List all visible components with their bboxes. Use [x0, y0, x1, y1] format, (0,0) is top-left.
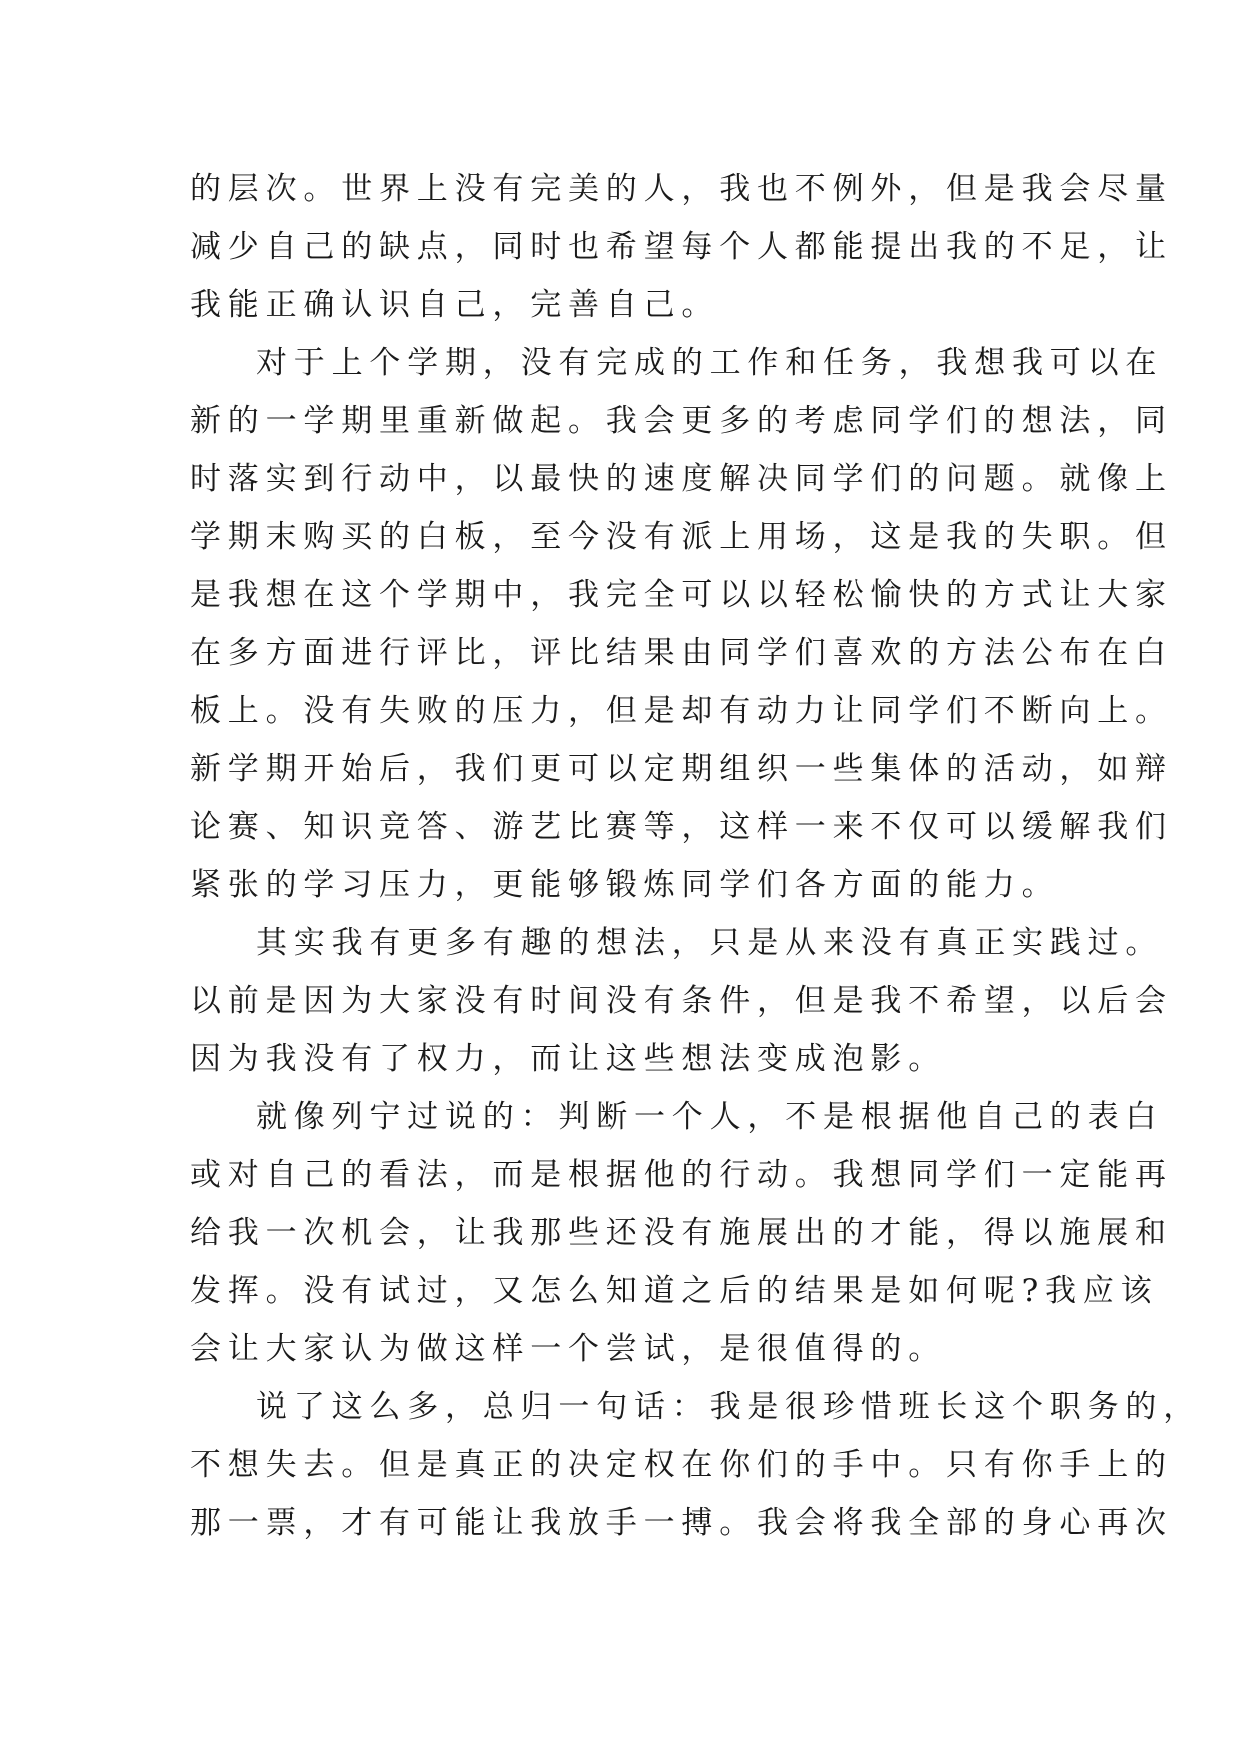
text-line-8: 是我想在这个学期中，我完全可以以轻松愉快的方式让大家 — [190, 577, 1173, 613]
text-line-10: 板上。没有失败的压力，但是却有动力让同学们不断向上。 — [190, 693, 1173, 729]
text-line-5: 新的一学期里重新做起。我会更多的考虑同学们的想法，同 — [190, 403, 1173, 439]
text-line-6: 时落实到行动中，以最快的速度解决同学们的问题。就像上 — [190, 461, 1173, 497]
text-line-3: 我能正确认识自己，完善自己。 — [190, 287, 720, 323]
text-line-1: 的层次。世界上没有完美的人，我也不例外，但是我会尽量 — [190, 171, 1173, 207]
text-line-17: 就像列宁过说的：判断一个人，不是根据他自己的表白 — [256, 1099, 1164, 1135]
text-line-4: 对于上个学期，没有完成的工作和任务，我想我可以在 — [256, 345, 1164, 381]
text-line-7: 学期末购买的白板，至今没有派上用场，这是我的失职。但 — [190, 519, 1173, 555]
text-line-21: 会让大家认为做这样一个尝试，是很值得的。 — [190, 1331, 946, 1367]
text-line-24: 那一票，才有可能让我放手一搏。我会将我全部的身心再次 — [190, 1505, 1173, 1541]
text-line-11: 新学期开始后，我们更可以定期组织一些集体的活动，如辩 — [190, 751, 1173, 787]
text-line-15: 以前是因为大家没有时间没有条件，但是我不希望，以后会 — [190, 983, 1173, 1019]
text-line-19: 给我一次机会，让我那些还没有施展出的才能，得以施展和 — [190, 1215, 1173, 1251]
text-line-18: 或对自己的看法，而是根据他的行动。我想同学们一定能再 — [190, 1157, 1173, 1193]
text-line-13: 紧张的学习压力，更能够锻炼同学们各方面的能力。 — [190, 867, 1060, 903]
text-line-12: 论赛、知识竞答、游艺比赛等，这样一来不仅可以缓解我们 — [190, 809, 1173, 845]
text-line-16: 因为我没有了权力，而让这些想法变成泡影。 — [190, 1041, 946, 1077]
text-line-2: 减少自己的缺点，同时也希望每个人都能提出我的不足，让 — [190, 229, 1173, 265]
text-line-14: 其实我有更多有趣的想法，只是从来没有真正实践过。 — [256, 925, 1164, 961]
text-line-23: 不想失去。但是真正的决定权在你们的手中。只有你手上的 — [190, 1447, 1173, 1483]
text-line-20: 发挥。没有试过，又怎么知道之后的结果是如何呢?我应该 — [190, 1273, 1159, 1309]
text-line-9: 在多方面进行评比，评比结果由同学们喜欢的方法公布在白 — [190, 635, 1173, 671]
document-body — [190, 160, 1201, 1552]
text-line-22: 说了这么多，总归一句话：我是很珍惜班长这个职务的， — [256, 1389, 1201, 1425]
